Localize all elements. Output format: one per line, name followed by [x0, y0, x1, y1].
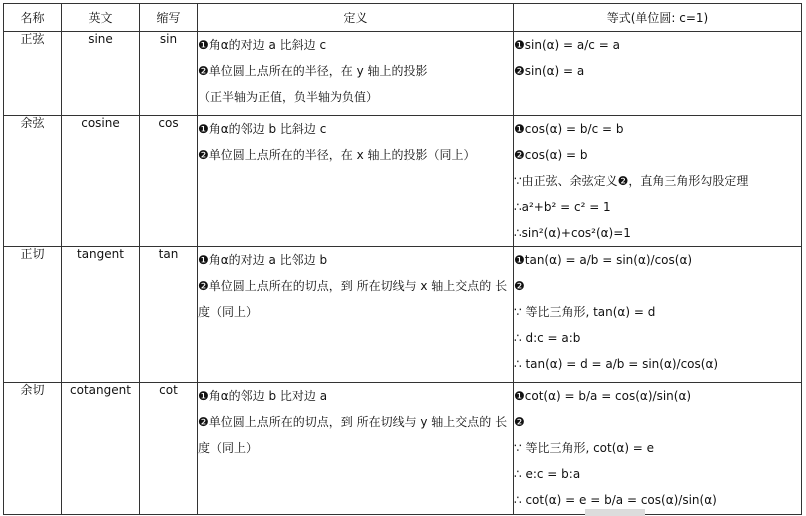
definition-line: ❶角α的邻边 b 比斜边 c: [198, 122, 327, 136]
name-text: 正切: [20, 247, 45, 261]
name-text: 余切: [20, 383, 45, 397]
equation-cell: [514, 383, 802, 515]
table-row-tangent: [4, 247, 802, 383]
equation-line: ∴ cot(α) = e = b/a = cos(α)/sin(α): [514, 493, 717, 507]
equation-line: ❶cot(α) = b/a = cos(α)/sin(α): [514, 389, 692, 403]
english-cell: [62, 383, 140, 515]
equation-line: ❷cos(α) = b: [514, 148, 588, 162]
english-cell: [62, 116, 140, 247]
abbr-text: cos: [158, 116, 179, 130]
equation-line: ❷: [514, 415, 525, 429]
equation-line: ∴ e:c = b:a: [514, 467, 581, 481]
table-row-sine: [4, 32, 802, 116]
header-definition: 定义: [198, 4, 514, 32]
equation-line: ∴ d:c = a:b: [514, 331, 581, 345]
abbr-cell: [140, 247, 198, 383]
equation-line: ❶cos(α) = b/c = b: [514, 122, 624, 136]
equation-line: ❷: [514, 279, 525, 293]
equation-line: ❶sin(α) = a/c = a: [514, 38, 620, 52]
definition-line: ❷单位圆上点所在的半径，在 x 轴上的投影（同上）: [198, 148, 476, 162]
definition-line: ❷单位圆上点所在的切点，到 所在切线与 y 轴上交点的 长度（同上）: [198, 415, 508, 455]
abbr-cell: [140, 32, 198, 116]
abbr-cell: [140, 116, 198, 247]
name-text: 余弦: [20, 116, 45, 130]
definition-cell: [198, 383, 514, 515]
english-cell: [62, 247, 140, 383]
abbr-text: tan: [158, 247, 179, 261]
abbr-text: sin: [159, 32, 178, 46]
equation-line: ∵ 等比三角形, tan(α) = d: [514, 305, 656, 319]
header-equation: 等式(单位圆: c=1): [514, 4, 802, 32]
equation-cell: [514, 32, 802, 116]
definition-cell: [198, 32, 514, 116]
equation-line: ∴ tan(α) = d = a/b = sin(α)/cos(α): [514, 357, 719, 371]
table-row-cotangent: [4, 383, 802, 515]
equation-line: ❷sin(α) = a: [514, 64, 585, 78]
english-text: sine: [88, 32, 113, 46]
definition-line: （正半轴为正值，负半轴为负值）: [198, 90, 379, 104]
definition-line: ❷单位圆上点所在的半径，在 y 轴上的投影: [198, 64, 428, 78]
name-cell: [4, 247, 62, 383]
abbr-text: cot: [159, 383, 178, 397]
definition-cell: [198, 247, 514, 383]
name-text: 正弦: [20, 32, 45, 46]
definition-cell: [198, 116, 514, 247]
english-text: cotangent: [70, 383, 131, 397]
definition-line: ❶角α的对边 a 比斜边 c: [198, 38, 327, 52]
table-row-cosine: [4, 116, 802, 247]
equation-line: ∴sin²(α)+cos²(α)=1: [514, 226, 631, 240]
equation-line: ∵ 等比三角形, cot(α) = e: [514, 441, 655, 455]
equation-line: ❶tan(α) = a/b = sin(α)/cos(α): [514, 253, 693, 267]
abbr-cell: [140, 383, 198, 515]
equation-cell: [514, 247, 802, 383]
equation-cell: [514, 116, 802, 247]
definition-line: ❶角α的对边 a 比邻边 b: [198, 253, 328, 267]
name-cell: [4, 116, 62, 247]
english-text: tangent: [77, 247, 124, 261]
header-name: 名称: [4, 4, 62, 32]
table-header: [4, 4, 802, 32]
name-cell: [4, 32, 62, 116]
header-abbr: 缩写: [140, 4, 198, 32]
name-cell: [4, 383, 62, 515]
header-english: 英文: [62, 4, 140, 32]
definition-line: ❷单位圆上点所在的切点，到 所在切线与 x 轴上交点的 长度（同上）: [198, 279, 508, 319]
definition-line: ❶角α的邻边 b 比对边 a: [198, 389, 328, 403]
english-text: cosine: [81, 116, 120, 130]
trig-function-table: [3, 3, 802, 515]
equation-line: ∵由正弦、余弦定义❷，直角三角形勾股定理: [514, 174, 749, 188]
header-row: [4, 4, 802, 32]
equation-line: ∴a²+b² = c² = 1: [514, 200, 611, 214]
bottom-edge-artifact: [585, 509, 645, 516]
english-cell: [62, 32, 140, 116]
